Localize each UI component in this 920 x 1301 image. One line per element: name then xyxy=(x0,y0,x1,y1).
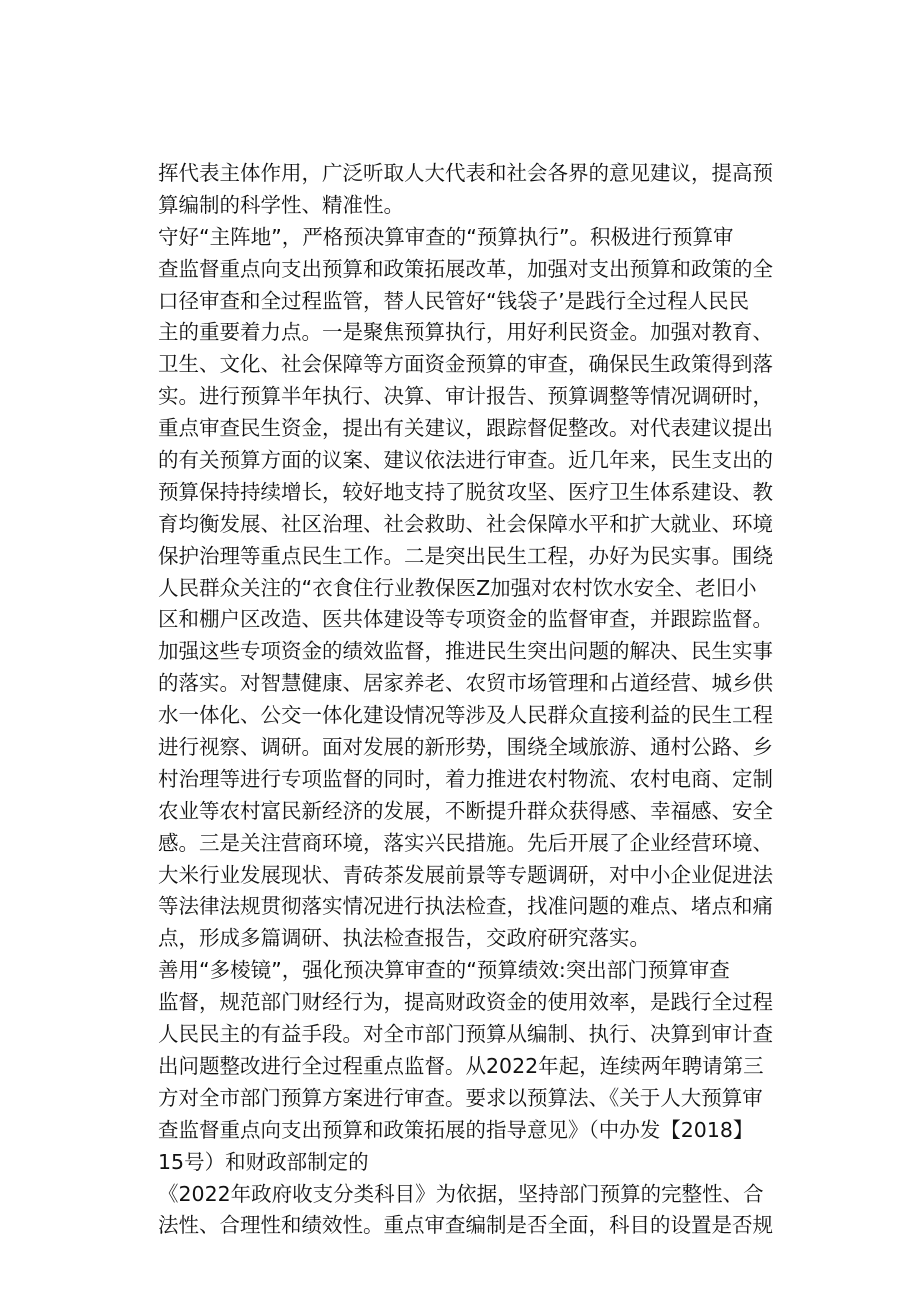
text-line: 加强这些专项资金的绩效监督，推进民生突出问题的解决、民生实事 xyxy=(158,639,773,664)
text-line: 的有关预算方面的议案、建议依法进行审查。近几年来，民生支出的 xyxy=(158,448,773,473)
text-line: 出问题整改进行全过程重点监督。从2022年起，连续两年聘请第三 xyxy=(158,1053,764,1078)
text-line: 预算保持持续增长，较好地支持了脱贫攻坚、医疗卫生体系建设、教 xyxy=(158,479,773,504)
text-line: 进行视察、调研。面对发展的新形势，围绕全域旅游、通村公路、乡 xyxy=(158,735,773,760)
text-line: 实。进行预算半年执行、决算、审计报告、预算调整等情况调研时， xyxy=(158,384,773,409)
text-line: 挥代表主体作用，广泛听取人大代表和社会各界的意见建议，提高预 xyxy=(158,161,773,185)
text-line: 大米行业发展现状、青砖茶发展前景等专题调研，对中小企业促进法 xyxy=(158,862,773,887)
text-line: 15号）和财政部制定的 xyxy=(158,1149,369,1174)
text-line: 《2022年政府收支分类科目》为依据，坚持部门预算的完整性、合 xyxy=(158,1181,764,1206)
text-line: 感。三是关注营商环境，落实兴民措施。先后开展了企业经营环境、 xyxy=(158,830,773,855)
text-line: 水一体化、公交一体化建设情况等涉及人民群众直接利益的民生工程 xyxy=(158,703,773,728)
text-line: 查监督重点向支出预算和政策拓展改革，加强对支出预算和政策的全 xyxy=(158,256,773,281)
text-line: 的落实。对智慧健康、居家养老、农贸市场管理和占道经营、城乡供 xyxy=(158,671,773,696)
text-line: 区和棚户区改造、医共体建设等专项资金的监督审查，并跟踪监督。 xyxy=(158,607,773,632)
text-line: 守好“主阵地”，严格预决算审查的“预算执行”。积极进行预算审 xyxy=(158,224,734,249)
text-line: 查监督重点向支出预算和政策拓展的指导意见》（中办发【2018】 xyxy=(158,1117,754,1142)
text-line: 农业等农村富民新经济的发展，不断提升群众获得感、幸福感、安全 xyxy=(158,798,773,823)
text-line: 卫生、文化、社会保障等方面资金预算的审查，确保民生政策得到落 xyxy=(158,352,773,377)
text-line: 口径审查和全过程监管，替人民管好“钱袋子’是践行全过程人民民 xyxy=(158,288,750,313)
text-line: 等法律法规贯彻落实情况进行执法检查，找准问题的难点、堵点和痛 xyxy=(158,894,773,919)
text-line: 重点审查民生资金，提出有关建议，跟踪督促整改。对代表建议提出 xyxy=(158,416,773,441)
text-line: 善用“多棱镜”，强化预决算审查的“预算绩效:突出部门预算审查 xyxy=(158,958,730,983)
text-line: 点，形成多篇调研、执法检查报告，交政府研究落实。 xyxy=(158,926,650,951)
document-body xyxy=(158,158,778,1242)
text-line: 主的重要着力点。一是聚焦预算执行，用好利民资金。加强对教育、 xyxy=(158,320,773,345)
text-line: 保护治理等重点民生工作。二是突出民生工程，办好为民实事。围绕 xyxy=(158,543,773,568)
text-line: 监督，规范部门财经行为，提高财政资金的使用效率，是践行全过程 xyxy=(158,990,773,1015)
text-line: 育均衡发展、社区治理、社会救助、社会保障水平和扩大就业、环境 xyxy=(158,511,773,536)
text-line: 村治理等进行专项监督的同时，着力推进农村物流、农村电商、定制 xyxy=(158,766,773,791)
text-line: 人民群众关注的“衣食住行业教保医Z加强对农村饮水安全、老旧小 xyxy=(158,575,757,600)
text-line: 法性、合理性和绩效性。重点审查编制是否全面，科目的设置是否规 xyxy=(158,1213,773,1238)
text-line: 人民民主的有益手段。对全市部门预算从编制、执行、决算到审计查 xyxy=(158,1022,773,1047)
text-line: 方对全市部门预算方案进行审查。要求以预算法、《关于人大预算审 xyxy=(158,1085,763,1110)
text-line: 算编制的科学性、精准性。 xyxy=(158,192,404,217)
